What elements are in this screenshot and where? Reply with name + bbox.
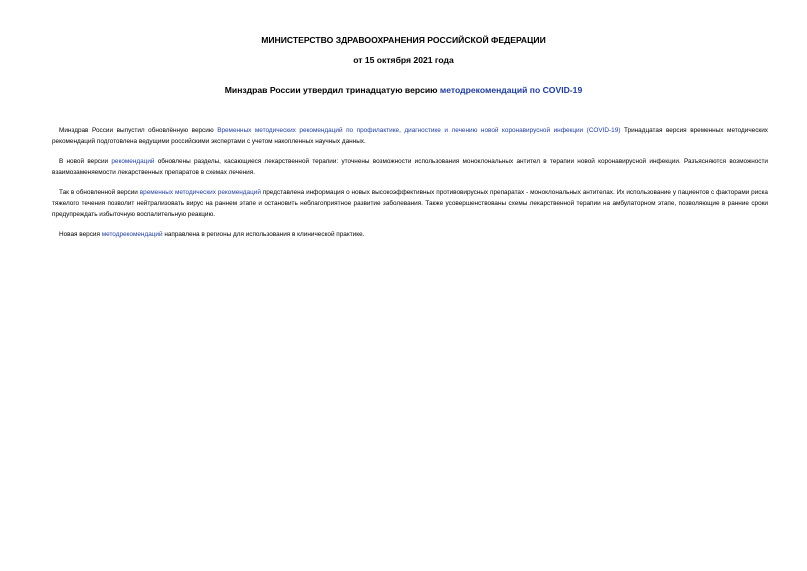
ministry-heading: МИНИСТЕРСТВО ЗДРАВООХРАНЕНИЯ РОССИЙСКОЙ ФЕДЕРАЦИИ: [261, 35, 546, 45]
paragraph-text: Новая версия: [59, 231, 102, 238]
paragraph-text: направлена в регионы для использования в клинической практике.: [162, 231, 365, 238]
recommendations-link[interactable]: рекомендаций: [111, 158, 155, 165]
document-title-text: Минздрав России утвердил тринадцатую версию: [224, 85, 440, 95]
paragraph-text: Тринадцатая версия временных методических рекомендаций подготовлена ведущими российскими экспертами с учетом накопленных научных данных.: [52, 127, 768, 145]
method-recommendations-link[interactable]: методрекомендаций: [101, 231, 163, 238]
paragraph-release: [52, 125, 768, 147]
document-date: от 15 октября 2021 года: [353, 55, 454, 65]
paragraph-updates: [52, 156, 768, 178]
paragraph-antibodies: [52, 187, 768, 220]
title-recommendations-link[interactable]: методрекомендаций по COVID-19: [439, 85, 583, 95]
paragraph-text: В новой версии: [59, 158, 112, 165]
temporary-recommendations-link[interactable]: временных методических рекомендаций: [139, 189, 261, 196]
temporary-guidelines-link[interactable]: Временных методических рекомендаций по профилактике, диагностике и лечению новой коронавирусной инфекции (COVID-19): [217, 127, 621, 134]
paragraph-text: обновлены разделы, касающиеся лекарственной терапии: уточнены возможности использования моноклональных антител в терапии новой коронавирусной инфекции. Разъясняются возможности взаимозаменяемости лекарственных препаратов в схемах лечения.: [52, 158, 768, 176]
document-title: [0, 85, 807, 96]
paragraph-distribution: [52, 229, 768, 240]
paragraph-text: представлена информация о новых высокоэффективных противовирусных препаратах - моноклональных антителах. Их использование у пациентов с факторами риска тяжелого течения позволит нейтрализовать вирус на раннем этапе и остановить неблагоприятное развитие заболевания. Также усовершенствованы схемы лекарственной терапии на амбулаторном этапе, позволяющие в ранние сроки предупреждать избыточную воспалительную реакцию.: [52, 189, 768, 218]
paragraph-text: Так в обновленной версии: [59, 189, 140, 196]
paragraph-text: Минздрав России выпустил обновлённую версию: [59, 127, 218, 134]
